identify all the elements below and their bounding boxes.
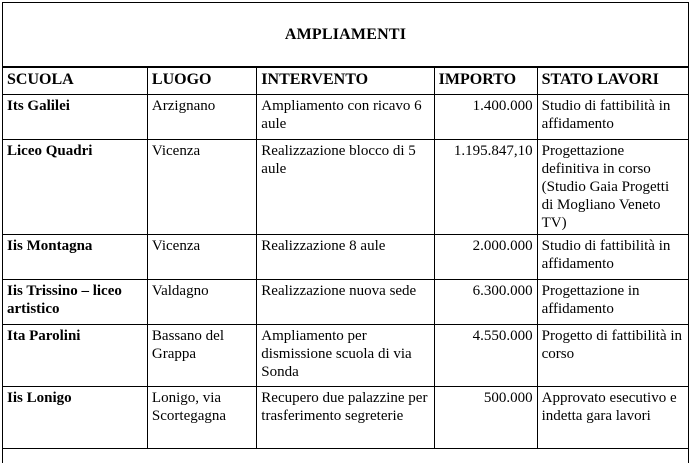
ampliamenti-table <box>3 67 688 449</box>
table-row <box>3 280 688 325</box>
table-row <box>3 325 688 387</box>
table-row <box>3 387 688 449</box>
table-row <box>3 140 688 235</box>
cell-scuola: Iis Montagna <box>3 235 147 280</box>
cell-importo: 1.195.847,10 <box>434 140 537 235</box>
header-importo: IMPORTO <box>434 68 537 95</box>
cell-stato-lavori: Progettazione in affidamento <box>537 280 688 325</box>
ampliamenti-table-container <box>2 2 689 463</box>
cell-stato-lavori: Approvato esecutivo e indetta gara lavori <box>537 387 688 449</box>
cell-importo: 4.550.000 <box>434 325 537 387</box>
cell-luogo: Valdagno <box>147 280 256 325</box>
cell-intervento: Ampliamento per dismissione scuola di via Sonda <box>257 325 434 387</box>
cell-scuola: Ita Parolini <box>3 325 147 387</box>
cell-luogo: Vicenza <box>147 235 256 280</box>
cell-luogo: Lonigo, via Scortegagna <box>147 387 256 449</box>
cell-scuola: Iis Lonigo <box>3 387 147 449</box>
cell-stato-lavori: Progettazione definitiva in corso (Studio Gaia Progetti di Mogliano Veneto TV) <box>537 140 688 235</box>
header-scuola: SCUOLA <box>3 68 147 95</box>
table-row <box>3 95 688 140</box>
cell-stato-lavori: Progetto di fattibilità in corso <box>537 325 688 387</box>
header-intervento: INTERVENTO <box>257 68 434 95</box>
cell-intervento: Recupero due palazzine per trasferimento segreterie <box>257 387 434 449</box>
cell-stato-lavori: Studio di fattibilità in affidamento <box>537 95 688 140</box>
header-row <box>3 68 688 95</box>
cell-importo: 1.400.000 <box>434 95 537 140</box>
table-title: AMPLIAMENTI <box>3 3 688 67</box>
cell-luogo: Arzignano <box>147 95 256 140</box>
cell-luogo: Vicenza <box>147 140 256 235</box>
cell-luogo: Bassano del Grappa <box>147 325 256 387</box>
cell-importo: 500.000 <box>434 387 537 449</box>
cell-intervento: Realizzazione nuova sede <box>257 280 434 325</box>
header-luogo: LUOGO <box>147 68 256 95</box>
table-row <box>3 235 688 280</box>
cell-scuola: Iis Trissino – liceo artistico <box>3 280 147 325</box>
cell-importo: 6.300.000 <box>434 280 537 325</box>
cell-intervento: Ampliamento con ricavo 6 aule <box>257 95 434 140</box>
cell-scuola: Its Galilei <box>3 95 147 140</box>
cell-intervento: Realizzazione 8 aule <box>257 235 434 280</box>
cell-importo: 2.000.000 <box>434 235 537 280</box>
cell-stato-lavori: Studio di fattibilità in affidamento <box>537 235 688 280</box>
cell-intervento: Realizzazione blocco di 5 aule <box>257 140 434 235</box>
header-stato-lavori: STATO LAVORI <box>537 68 688 95</box>
cell-scuola: Liceo Quadri <box>3 140 147 235</box>
